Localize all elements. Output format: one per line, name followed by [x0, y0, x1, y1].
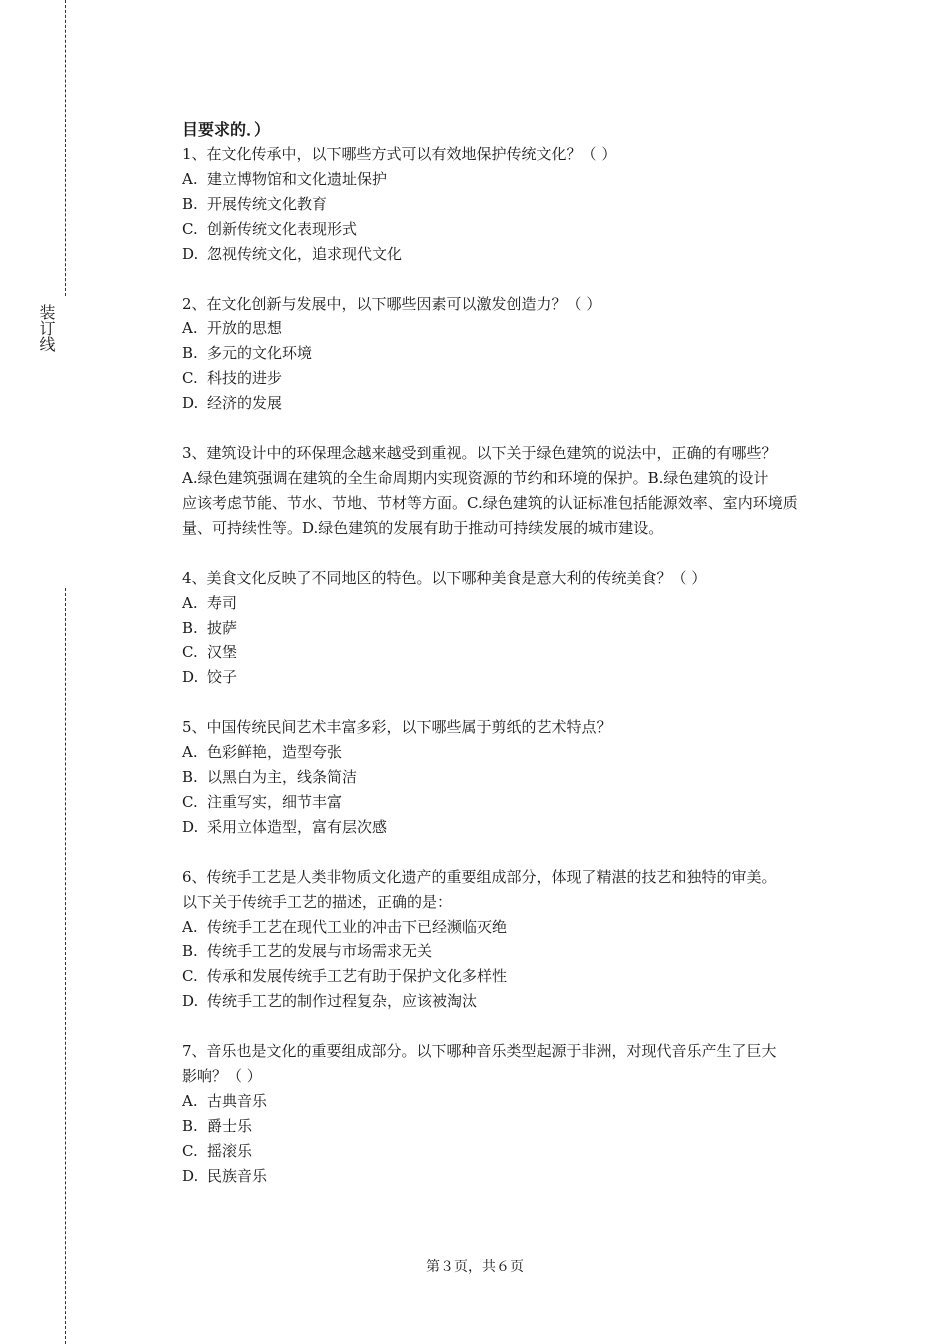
- option-letter: C.: [182, 219, 198, 238]
- option-letter: B.: [182, 194, 198, 213]
- option-text: 开放的思想: [207, 319, 283, 338]
- option-d: [182, 242, 842, 267]
- option-a: [182, 167, 842, 192]
- option-letter: D.: [182, 668, 199, 687]
- option-text: 古典音乐: [207, 1092, 268, 1110]
- question-stem-line: 6、传统手工艺是人类非物质文化遗产的重要组成部分，体现了精湛的技艺和独特的审美。: [182, 867, 777, 886]
- option-text: 色彩鲜艳，造型夸张: [207, 743, 343, 762]
- option-text: 采用立体造型，富有层次感: [207, 817, 388, 836]
- option-b: [182, 616, 842, 641]
- option-d: [182, 665, 842, 690]
- question-stem-line: 7、音乐也是文化的重要组成部分。以下哪种音乐类型起源于非洲，对现代音乐产生了巨大: [182, 1042, 777, 1061]
- option-letter: A.: [182, 319, 198, 338]
- option-text: 民族音乐: [207, 1166, 268, 1185]
- option-a: [182, 1089, 842, 1114]
- option-b: [182, 765, 842, 790]
- option-letter: C.: [182, 643, 198, 662]
- option-text: 忽视传统文化，追求现代文化: [207, 244, 403, 263]
- option-b: [182, 192, 842, 217]
- option-d: [182, 1164, 842, 1189]
- option-text: 注重写实，细节丰富: [207, 792, 343, 811]
- option-text: 汉堡: [207, 643, 238, 662]
- option-letter: D.: [182, 817, 199, 836]
- option-text: 科技的进步: [207, 369, 283, 388]
- option-letter: B.: [182, 768, 198, 787]
- question-2: [182, 292, 842, 417]
- option-text: 爵士乐: [207, 1116, 253, 1135]
- option-letter: A.: [182, 1092, 198, 1110]
- option-c: [182, 366, 842, 391]
- binding-line-bottom: [65, 588, 66, 1344]
- option-text: 传承和发展传统手工艺有助于保护文化多样性: [207, 967, 508, 986]
- option-c: [182, 1139, 842, 1164]
- option-letter: A.: [182, 593, 198, 612]
- option-a: [182, 915, 842, 940]
- option-text: 饺子: [207, 668, 238, 687]
- option-letter: C.: [182, 792, 198, 811]
- option-b: [182, 1114, 842, 1139]
- option-text: 建立博物馆和文化遗址保护: [207, 169, 388, 188]
- option-letter: C.: [182, 1141, 198, 1160]
- option-a: [182, 316, 842, 341]
- option-text: 摇滚乐: [207, 1141, 253, 1160]
- option-text: 经济的发展: [207, 394, 283, 413]
- page-number: 第３页，共６页: [426, 1259, 524, 1275]
- question-stem-line: 2、在文化创新与发展中，以下哪些因素可以激发创造力？（ ）: [182, 294, 602, 313]
- question-1: [182, 142, 842, 267]
- section-title: 目要求的．）: [182, 120, 271, 139]
- question-stem-line: 3、建筑设计中的环保理念越来越受到重视。以下关于绿色建筑的说法中，正确的有哪些？: [182, 444, 777, 463]
- question-stem-line: 以下关于传统手工艺的描述，正确的是：: [182, 892, 453, 911]
- option-text: 开展传统文化教育: [207, 194, 328, 213]
- option-b: [182, 939, 842, 964]
- question-stem-line: 影响？（ ）: [182, 1067, 262, 1086]
- option-letter: B.: [182, 1116, 198, 1135]
- option-text: 多元的文化环境: [207, 344, 313, 363]
- option-c: [182, 790, 842, 815]
- option-text: 披萨: [207, 618, 238, 637]
- option-letter: B.: [182, 344, 198, 363]
- option-text: 传统手工艺的发展与市场需求无关: [207, 942, 433, 961]
- option-letter: C.: [182, 369, 198, 388]
- option-d: [182, 815, 842, 840]
- option-c: [182, 640, 842, 665]
- option-c: [182, 964, 842, 989]
- question-stem-line: 5、中国传统民间艺术丰富多彩，以下哪些属于剪纸的艺术特点？: [182, 718, 612, 737]
- option-letter: A.: [182, 743, 198, 762]
- option-letter: C.: [182, 967, 198, 986]
- question-5: [182, 715, 842, 840]
- option-letter: A.: [182, 169, 198, 188]
- question-stem-line: A.绿色建筑强调在建筑的全生命周期内实现资源的节约和环境的保护。B.绿色建筑的设计: [182, 468, 769, 487]
- option-letter: A.: [182, 917, 198, 936]
- option-text: 传统手工艺的制作过程复杂，应该被淘汰: [207, 992, 478, 1011]
- question-stem-line: 1、在文化传承中，以下哪些方式可以有效地保护传统文化？（ ）: [182, 145, 617, 163]
- question-stem-line: 量、可持续性等。D.绿色建筑的发展有助于推动可持续发展的城市建设。: [182, 518, 664, 537]
- option-a: [182, 740, 842, 765]
- option-letter: B.: [182, 618, 198, 637]
- binding-label: 装订线: [37, 304, 56, 352]
- question-7: [182, 1039, 842, 1188]
- option-d: [182, 989, 842, 1014]
- option-letter: D.: [182, 394, 199, 413]
- option-text: 传统手工艺在现代工业的冲击下已经濒临灭绝: [207, 917, 508, 936]
- option-text: 寿司: [207, 593, 238, 612]
- question-6: [182, 865, 842, 1014]
- option-letter: D.: [182, 992, 199, 1011]
- binding-line-top: [65, 0, 66, 296]
- option-d: [182, 391, 842, 416]
- question-stem-line: 应该考虑节能、节水、节地、节材等方面。C.绿色建筑的认证标准包括能源效率、室内环境质: [182, 493, 798, 512]
- question-3: [182, 441, 842, 541]
- question-stem-line: 4、美食文化反映了不同地区的特色。以下哪种美食是意大利的传统美食？（ ）: [182, 568, 707, 587]
- option-a: [182, 591, 842, 616]
- option-letter: B.: [182, 942, 198, 961]
- option-letter: D.: [182, 1166, 199, 1185]
- option-text: 创新传统文化表现形式: [207, 219, 358, 238]
- question-list: [182, 142, 842, 1189]
- option-c: [182, 217, 842, 242]
- option-letter: D.: [182, 244, 199, 263]
- option-text: 以黑白为主，线条简洁: [207, 768, 358, 787]
- option-b: [182, 341, 842, 366]
- question-4: [182, 566, 842, 691]
- exam-content: [182, 118, 842, 1214]
